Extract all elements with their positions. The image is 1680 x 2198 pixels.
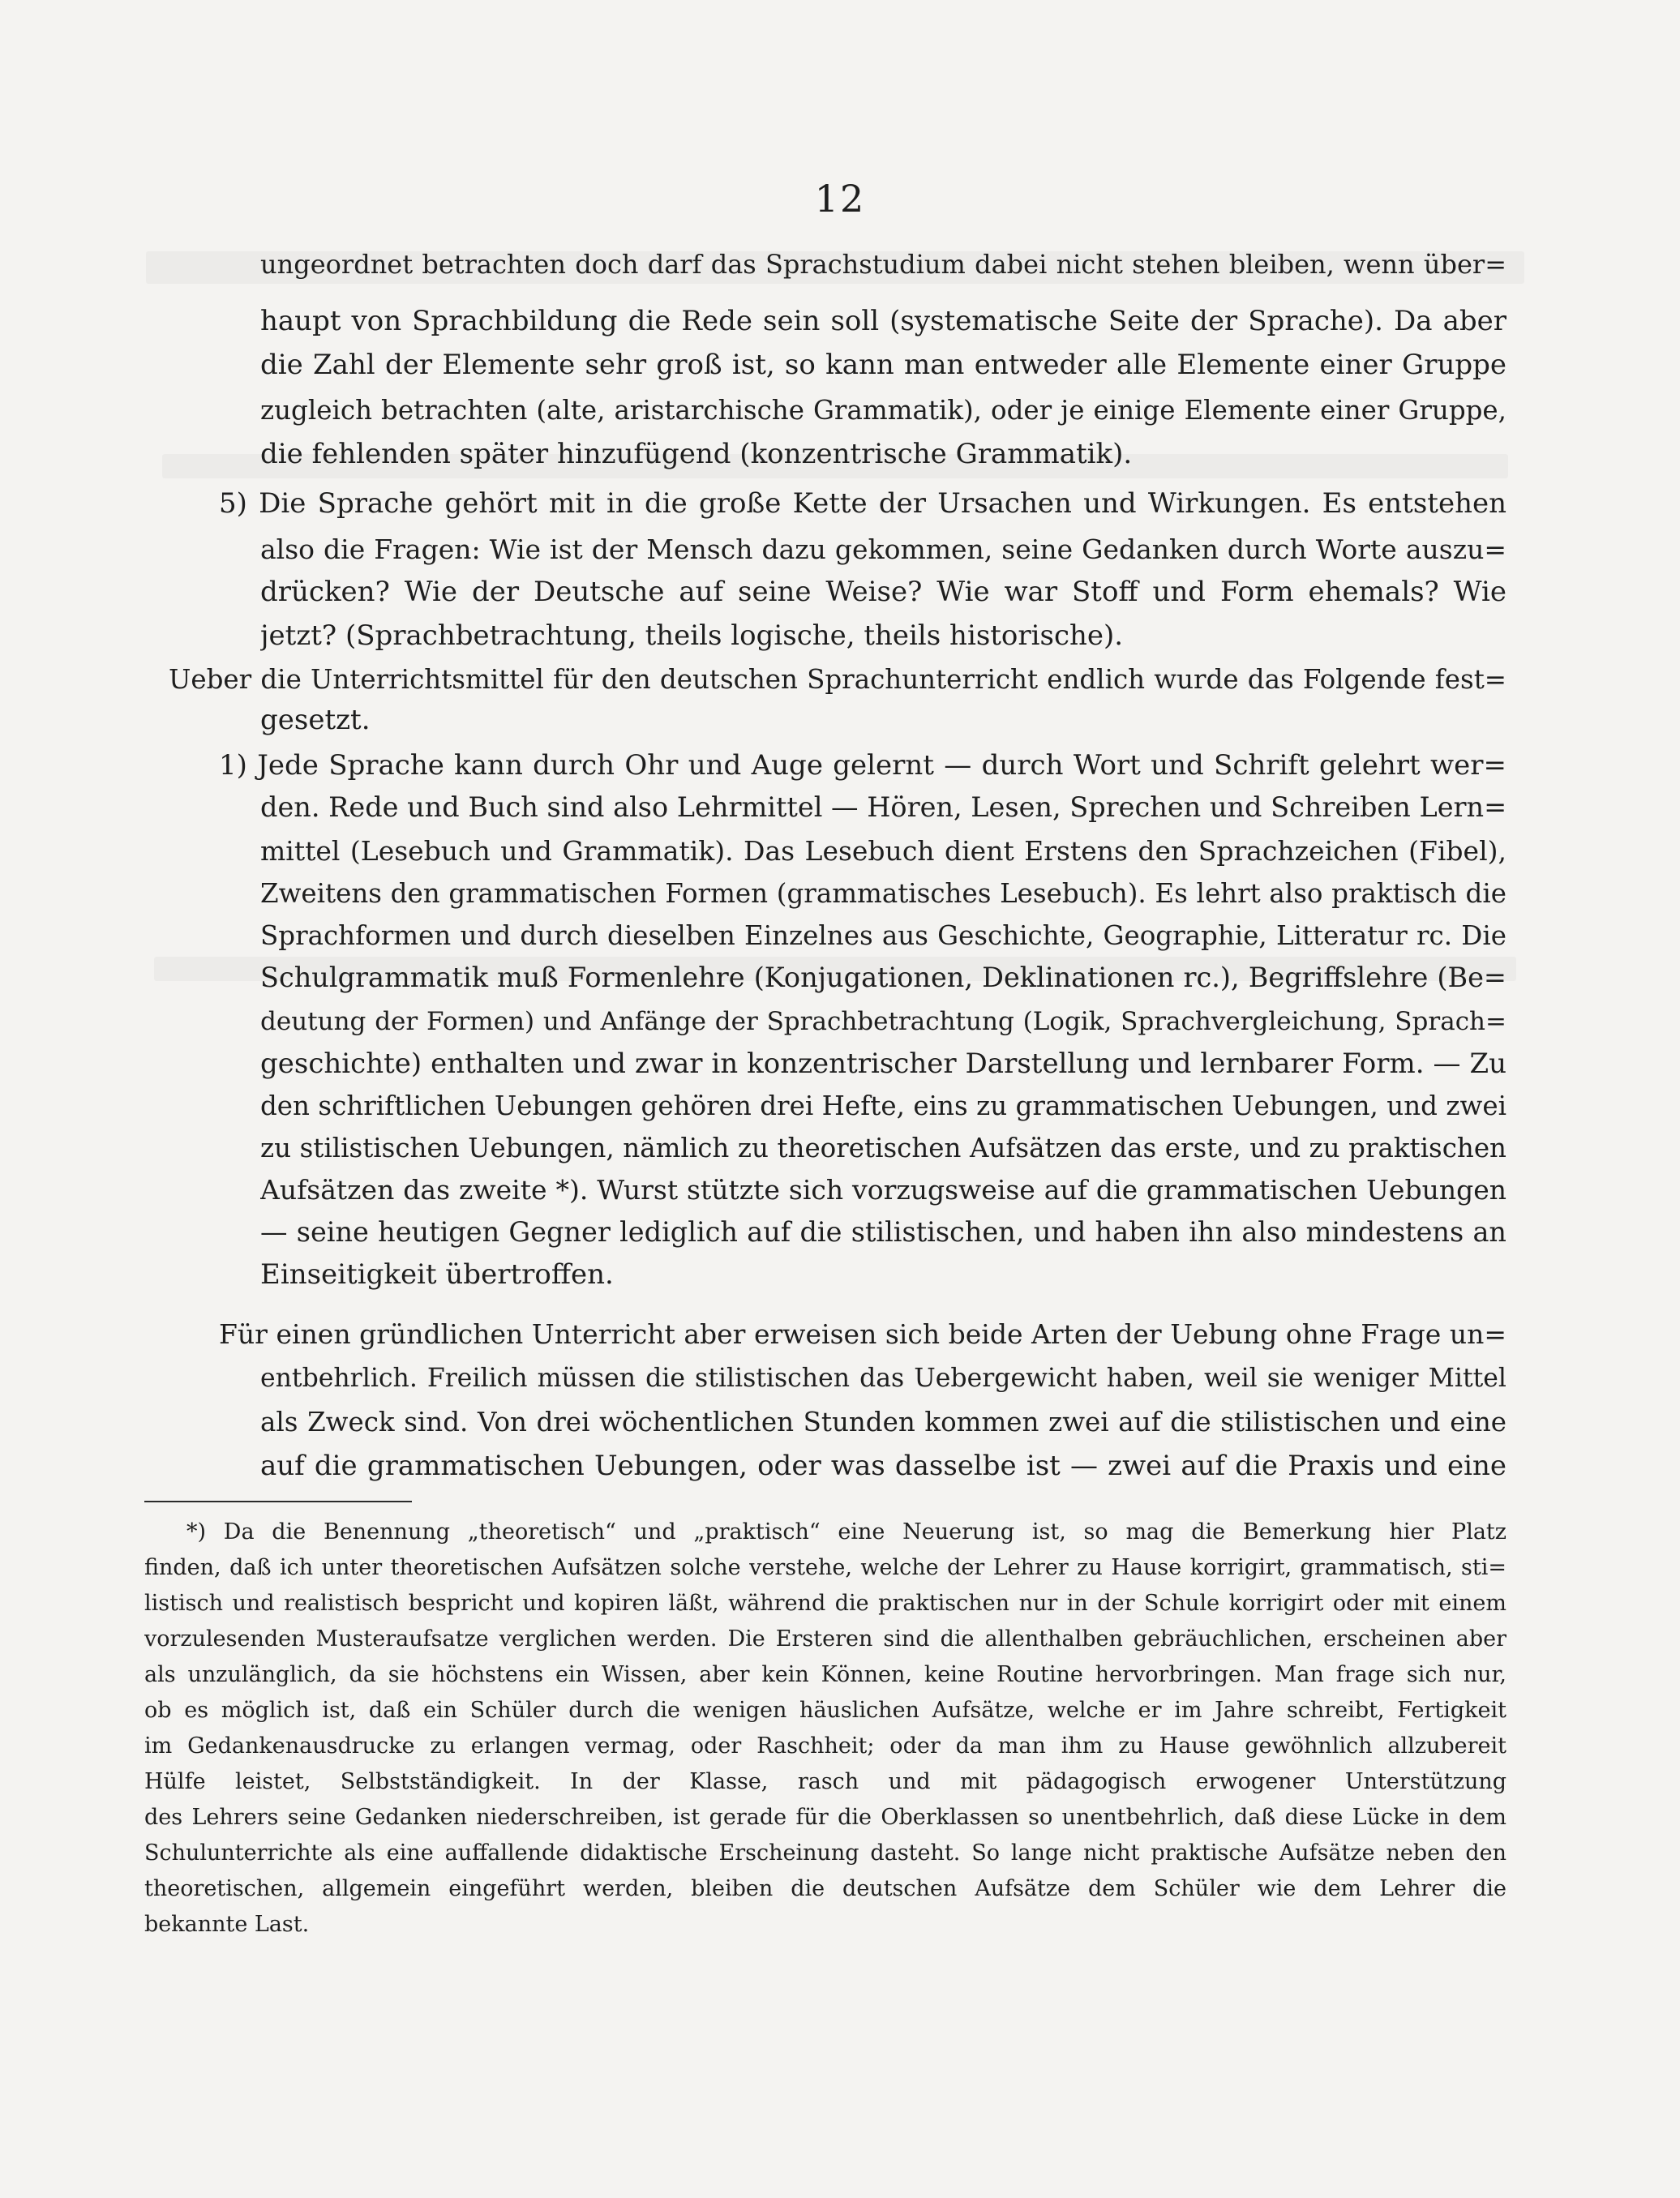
text-line: den. Rede und Buch sind also Lehrmittel — Hören, Lesen, Sprechen und Schreiben Lern= <box>260 791 1506 823</box>
text-line: 1) Jede Sprache kann durch Ohr und Auge gelernt — durch Wort und Schrift gelehrt wer= <box>219 749 1506 782</box>
text-line: auf die grammatischen Uebungen, oder was dasselbe ist — zwei auf die Praxis und eine <box>260 1450 1506 1482</box>
text-line: den schriftlichen Uebungen gehören drei Hefte, eins zu grammatischen Uebungen, und zwei <box>260 1090 1506 1121</box>
text-line: Zweitens den grammatischen Formen (grammatisches Lesebuch). Es lehrt also praktisch die <box>260 878 1506 909</box>
text-line: Für einen gründlichen Unterricht aber erweisen sich beide Arten der Uebung ohne Frage un= <box>219 1318 1506 1350</box>
text-line: also die Fragen: Wie ist der Mensch dazu gekommen, seine Gedanken durch Worte auszu= <box>260 533 1506 565</box>
footnote-line: des Lehrers seine Gedanken niederschreiben, ist gerade für die Oberklassen so unentbehrlich, daß diese Lücke in dem <box>144 1805 1506 1830</box>
page-number: 12 <box>814 177 866 221</box>
text-line: zugleich betrachten (alte, aristarchische Grammatik), oder je einige Elemente einer Gruppe, <box>260 395 1506 426</box>
footnote-line: Hülfe leistet, Selbstständigkeit. In der Klasse, rasch und mit pädagogisch erwogener Unterstützung <box>144 1769 1506 1794</box>
footnote-line: als unzulänglich, da sie höchstens ein Wissen, aber kein Können, keine Routine hervorbringen. Man frage sich nur, <box>144 1662 1506 1687</box>
text-line: als Zweck sind. Von drei wöchentlichen Stunden kommen zwei auf die stilistischen und eine <box>260 1407 1506 1437</box>
text-line: Ueber die Unterrichtsmittel für den deutschen Sprachunterricht endlich wurde das Folgende fest= <box>169 664 1506 695</box>
footnote-line: listisch und realistisch bespricht und kopiren läßt, während die praktischen nur in der Schule korrigirt oder mit einem <box>144 1591 1506 1616</box>
footnote-rule <box>144 1501 412 1502</box>
text-line: haupt von Sprachbildung die Rede sein soll (systematische Seite der Sprache). Da aber <box>260 305 1506 337</box>
footnote-line: bekannte Last. <box>144 1912 310 1937</box>
footnote-line: vorzulesenden Musteraufsatze verglichen werden. Die Ersteren sind die allenthalben gebräuchlichen, erscheinen aber <box>144 1626 1506 1652</box>
text-line: mittel (Lesebuch und Grammatik). Das Lesebuch dient Erstens den Sprachzeichen (Fibel), <box>260 835 1506 867</box>
text-line: — seine heutigen Gegner lediglich auf die stilistischen, und haben ihn also mindestens an <box>260 1216 1506 1248</box>
text-line: Schulgrammatik muß Formenlehre (Konjugationen, Deklinationen rc.), Begriffslehre (Be= <box>260 962 1506 993</box>
text-line: die Zahl der Elemente sehr groß ist, so kann man entweder alle Elemente einer Gruppe <box>260 349 1506 381</box>
footnote-line: theoretischen, allgemein eingeführt werden, bleiben die deutschen Aufsätze dem Schüler wie dem Lehrer die <box>144 1876 1506 1901</box>
footnote-line: Schulunterrichte als eine auffallende didaktische Erscheinung dasteht. So lange nicht praktische Aufsätze neben den <box>144 1840 1506 1866</box>
footnote-line: im Gedankenausdrucke zu erlangen vermag, oder Raschheit; oder da man ihm zu Hause gewöhnlich allzubereit <box>144 1733 1506 1759</box>
text-line: deutung der Formen) und Anfänge der Sprachbetrachtung (Logik, Sprachvergleichung, Sprach= <box>260 1007 1506 1036</box>
footnote-line: *) Da die Benennung „theoretisch“ und „praktisch“ eine Neuerung ist, so mag die Bemerkung hier Platz <box>186 1519 1506 1545</box>
text-line: entbehrlich. Freilich müssen die stilistischen das Uebergewicht haben, weil sie weniger Mittel <box>260 1364 1506 1393</box>
text-line: die fehlenden später hinzufügend (konzentrische Grammatik). <box>260 438 1133 470</box>
text-line: ungeordnet betrachten doch darf das Sprachstudium dabei nicht stehen bleiben, wenn über= <box>260 249 1506 280</box>
text-line: gesetzt. <box>260 704 371 736</box>
text-line: drücken? Wie der Deutsche auf seine Weise? Wie war Stoff und Form ehemals? Wie <box>260 576 1506 608</box>
text-line: Einseitigkeit übertroffen. <box>260 1258 614 1291</box>
text-line: Aufsätzen das zweite *). Wurst stützte sich vorzugsweise auf die grammatischen Uebungen <box>260 1174 1506 1206</box>
text-line: zu stilistischen Uebungen, nämlich zu theoretischen Aufsätzen das erste, und zu praktischen <box>260 1133 1506 1163</box>
text-line: Sprachformen und durch dieselben Einzelnes aus Geschichte, Geographie, Litteratur rc. Die <box>260 920 1506 951</box>
text-line: 5) Die Sprache gehört mit in die große Kette der Ursachen und Wirkungen. Es entstehen <box>219 487 1506 520</box>
text-line: jetzt? (Sprachbetrachtung, theils logische, theils historische). <box>260 619 1124 652</box>
text-line: geschichte) enthalten und zwar in konzentrischer Darstellung und lernbarer Form. — Zu <box>260 1048 1506 1080</box>
footnote-line: ob es möglich ist, daß ein Schüler durch die wenigen häuslichen Aufsätze, welche er im Jahre schreibt, Fertigkeit <box>144 1698 1506 1723</box>
footnote-line: finden, daß ich unter theoretischen Aufsätzen solche verstehe, welche der Lehrer zu Hause korrigirt, grammatisch, sti= <box>144 1555 1506 1580</box>
